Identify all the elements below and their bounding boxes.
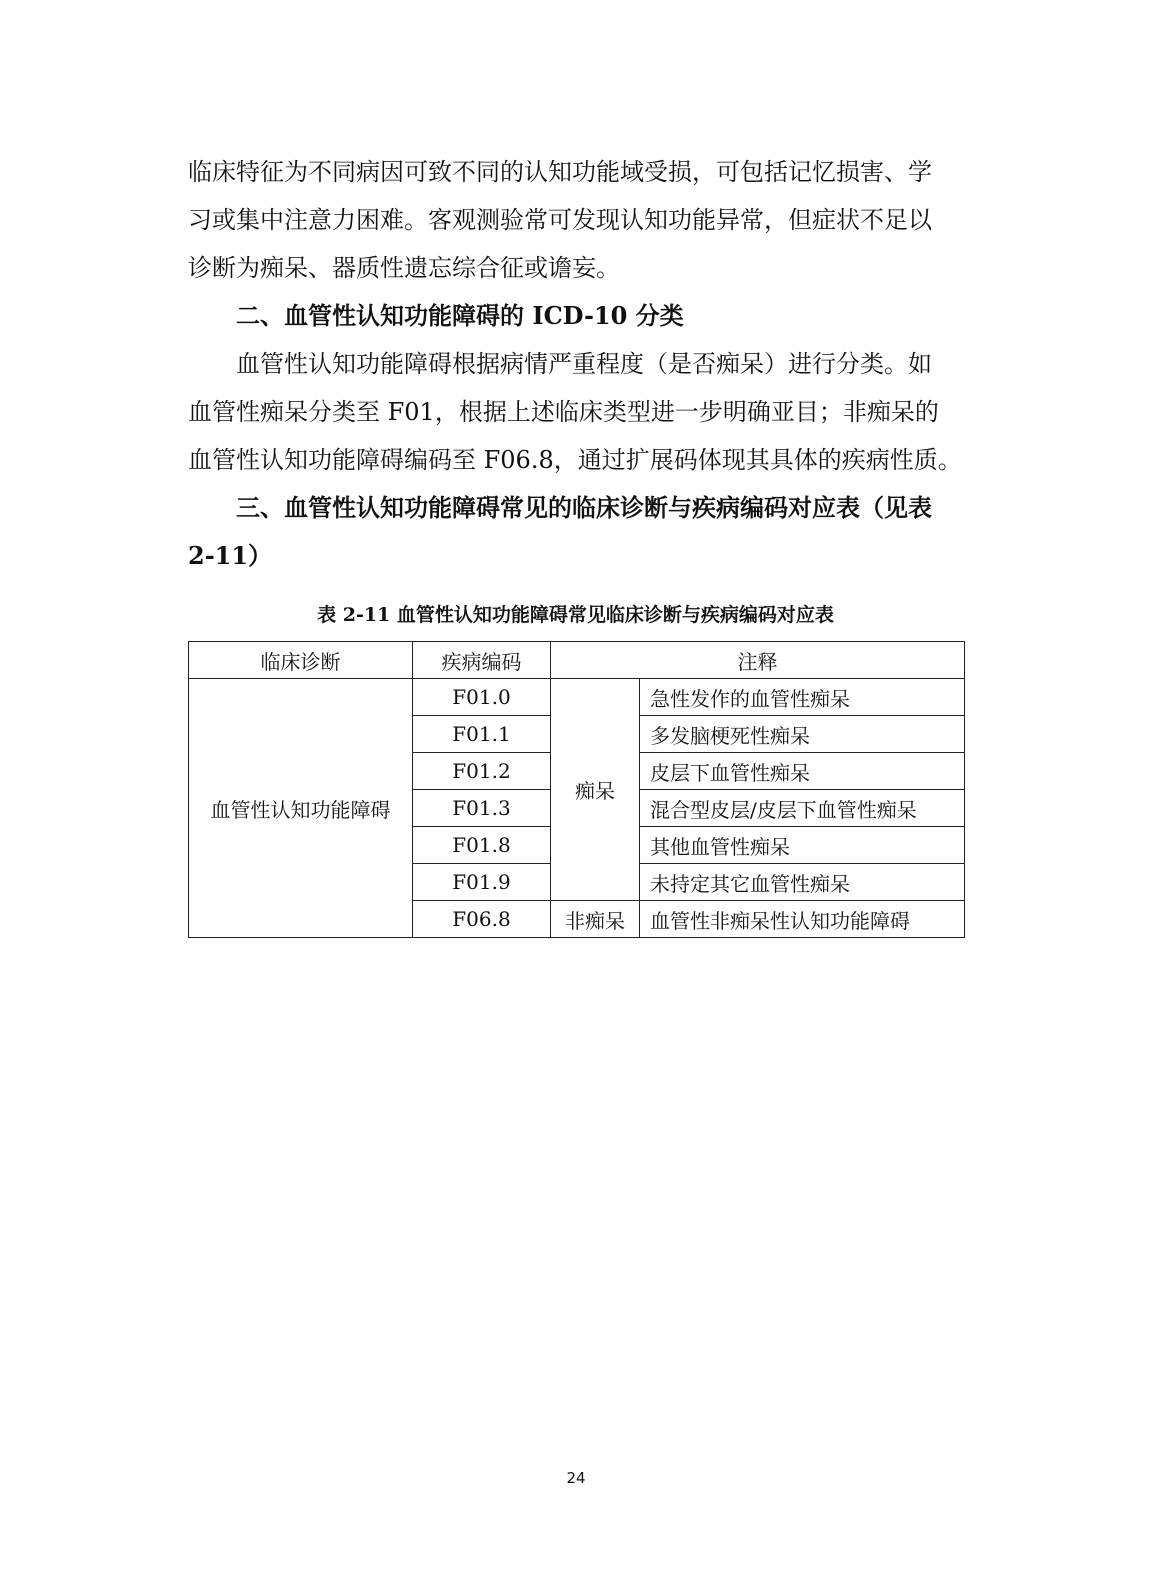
note-cell: 其他血管性痴呆: [640, 827, 965, 864]
intro-paragraph: [188, 148, 963, 292]
note-cell: 多发脑梗死性痴呆: [640, 716, 965, 753]
section-heading-table: [188, 484, 963, 580]
intro-line: 临床特征为不同病因可致不同的认知功能域受损，可包括记忆损害、学: [188, 158, 932, 186]
code-cell: F01.8: [413, 827, 551, 864]
group-non-dementia-cell: 非痴呆: [551, 901, 640, 938]
note-cell: 皮层下血管性痴呆: [640, 753, 965, 790]
code-cell: F01.9: [413, 864, 551, 901]
classification-line: 血管性认知功能障碍根据病情严重程度（是否痴呆）进行分类。如: [236, 350, 932, 378]
intro-line: 习或集中注意力困难。客观测验常可发现认知功能异常，但症状不足以: [188, 206, 932, 234]
table-caption: 表 2-11 血管性认知功能障碍常见临床诊断与疾病编码对应表: [317, 604, 834, 626]
note-cell: 急性发作的血管性痴呆: [640, 679, 965, 716]
diagnosis-code-table: [188, 641, 965, 938]
code-cell: F01.3: [413, 790, 551, 827]
classification-line: 血管性认知功能障碍编码至 F06.8，通过扩展码体现其具体的疾病性质。: [188, 446, 962, 474]
code-cell: F06.8: [413, 901, 551, 938]
note-cell: 混合型皮层/皮层下血管性痴呆: [640, 790, 965, 827]
header-note: 注释: [551, 642, 965, 679]
header-code: 疾病编码: [413, 642, 551, 679]
section-heading-line: 2-11）: [188, 541, 273, 570]
code-cell: F01.2: [413, 753, 551, 790]
note-cell: 血管性非痴呆性认知功能障碍: [640, 901, 965, 938]
code-cell: F01.0: [413, 679, 551, 716]
classification-line: 血管性痴呆分类至 F01，根据上述临床类型进一步明确亚目；非痴呆的: [188, 398, 939, 426]
section-heading-icd10: 二、血管性认知功能障碍的 ICD-10 分类: [236, 301, 684, 330]
group-dementia-cell: 痴呆: [551, 679, 640, 901]
diagnosis-cell: 血管性认知功能障碍: [189, 679, 413, 938]
intro-line: 诊断为痴呆、器质性遗忘综合征或谵妄。: [188, 254, 620, 282]
table-row: [189, 679, 965, 716]
header-diagnosis: 临床诊断: [189, 642, 413, 679]
page-number: 24: [566, 1469, 586, 1487]
code-cell: F01.1: [413, 716, 551, 753]
table-header-row: [189, 642, 965, 679]
note-cell: 未持定其它血管性痴呆: [640, 864, 965, 901]
classification-paragraph: [188, 340, 963, 484]
section-heading-line: 三、血管性认知功能障碍常见的临床诊断与疾病编码对应表（见表: [236, 493, 932, 522]
